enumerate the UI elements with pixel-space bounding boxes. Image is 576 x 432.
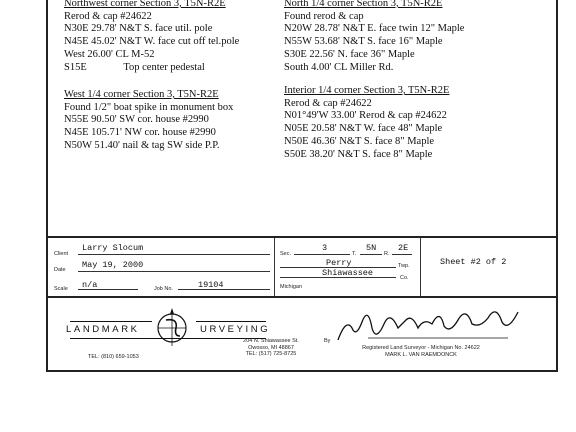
client-label: Client bbox=[54, 251, 69, 257]
company-name-left: LANDMARK bbox=[66, 324, 140, 335]
note-line: S30E 22.56' N. face 36" Maple bbox=[284, 48, 415, 60]
township-label: T. bbox=[352, 251, 357, 257]
job-number-value: 19104 bbox=[198, 280, 224, 290]
note-line: Found 1/2" boat spike in monument box bbox=[64, 101, 234, 113]
company-name-right: URVEYING bbox=[200, 324, 271, 335]
state-label: Michigan bbox=[280, 284, 303, 290]
twp-label: Twp. bbox=[398, 263, 410, 269]
note-line: S15E Top center pedestal bbox=[64, 61, 205, 73]
notes-heading: Interior 1/4 corner Section 3, T5N-R2E bbox=[284, 85, 450, 96]
surveyor-footer bbox=[48, 298, 556, 370]
telephone-left: TEL: (810) 659-1053 bbox=[88, 354, 139, 360]
section-label: Sec. bbox=[280, 251, 292, 257]
note-line: N30E 29.78' N&T S. face util. pole bbox=[64, 23, 213, 35]
company-address bbox=[226, 338, 316, 358]
north-quarter-corner-notes bbox=[284, 0, 464, 74]
section-value: 3 bbox=[322, 243, 328, 253]
twp-value: Perry bbox=[326, 258, 352, 268]
job-number-label: Job No. bbox=[154, 286, 173, 292]
note-line: N55W 53.68' N&T S. face 16" Maple bbox=[284, 36, 443, 48]
surveyor-credentials bbox=[338, 345, 504, 358]
registration-line: Registered Land Surveyor - Michigan No. 24622 bbox=[362, 345, 480, 351]
note-line: N50E 46.36' N&T S. face 8" Maple bbox=[284, 135, 435, 147]
date-value: May 19, 2000 bbox=[82, 260, 144, 270]
title-block bbox=[48, 236, 556, 298]
range-value: 2E bbox=[398, 243, 409, 253]
township-value: 5N bbox=[366, 243, 377, 253]
address-line: 204 N. Shiawassee St. bbox=[243, 338, 299, 344]
date-label: Date bbox=[54, 267, 66, 273]
client-value: Larry Slocum bbox=[82, 243, 144, 253]
note-line: N20W 28.78' N&T E. face twin 12" Maple bbox=[284, 23, 465, 35]
note-line: N45E 45.02' N&T W. face cut off tel.pole bbox=[64, 36, 240, 48]
address-line: Owosso, MI 48867 bbox=[248, 344, 294, 351]
compass-logo-icon bbox=[152, 306, 192, 350]
note-line: South 4.00' CL Miller Rd. bbox=[284, 61, 394, 73]
note-line: Rerod & cap #24622 bbox=[284, 97, 372, 109]
sheet-number: Sheet #2 of 2 bbox=[440, 257, 507, 267]
note-line: N55E 90.50' SW cor. house #2990 bbox=[64, 114, 209, 126]
northwest-corner-notes bbox=[64, 0, 239, 74]
surveyor-name: MARK L. VAN RAEMDONCK bbox=[385, 351, 457, 358]
note-line: Rerod & cap #24622 bbox=[64, 10, 152, 22]
note-line: N01°49'W 33.00' Rerod & cap #24622 bbox=[284, 110, 447, 122]
by-label: By bbox=[324, 338, 331, 344]
range-label: R. bbox=[384, 251, 390, 257]
notes-heading: North 1/4 corner Section 3, T5N-R2E bbox=[284, 0, 443, 9]
survey-sheet bbox=[46, 0, 558, 372]
county-label: Co. bbox=[400, 275, 409, 281]
surveyor-signature bbox=[332, 298, 528, 344]
note-line: N50W 51.40' nail & tag SW side P.P. bbox=[64, 139, 220, 151]
notes-heading: West 1/4 corner Section 3, T5N-R2E bbox=[64, 89, 219, 100]
witness-notes bbox=[48, 0, 556, 232]
note-line: N45E 105.71' NW cor. house #2990 bbox=[64, 127, 216, 139]
note-line: S50E 38.20' N&T S. face 8" Maple bbox=[284, 148, 433, 160]
note-line: West 26.00' CL M-52 bbox=[64, 48, 155, 60]
scale-label: Scale bbox=[54, 286, 68, 292]
county-value: Shiawassee bbox=[322, 268, 374, 278]
scale-value: n/a bbox=[82, 280, 98, 290]
notes-heading: Northwest corner Section 3, T5N-R2E bbox=[64, 0, 226, 9]
note-line: Found rerod & cap bbox=[284, 10, 364, 22]
address-line: TEL: (517) 725-8725 bbox=[245, 351, 297, 357]
interior-quarter-corner-notes bbox=[284, 85, 449, 161]
west-quarter-corner-notes bbox=[64, 89, 233, 153]
note-line: N05E 20.58' N&T W. face 48" Maple bbox=[284, 123, 443, 135]
